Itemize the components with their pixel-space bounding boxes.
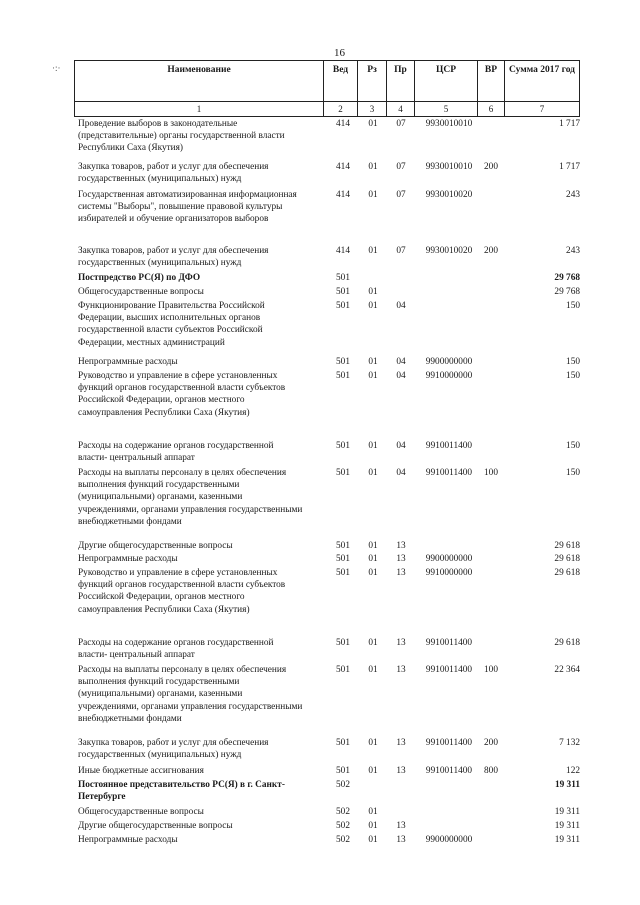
row-name: Расходы на содержание органов государственной власти- центральный аппарат: [78, 441, 274, 464]
row-pr: 07: [396, 246, 406, 256]
header-num-3: 3: [358, 102, 387, 117]
row-vr: 200: [484, 738, 498, 748]
row-csr: 9910011400: [425, 738, 473, 748]
row-csr: 9910000000: [425, 371, 473, 381]
row-ved: 501: [336, 541, 350, 551]
row-ved: 501: [336, 287, 350, 297]
row-sum: 19 311: [554, 821, 580, 831]
row-sum: 29 618: [554, 541, 580, 551]
row-csr: 9930010020: [425, 190, 473, 200]
row-name: Расходы на выплаты персоналу в целях обеспечения выполнения функций государственными (муниципальными) органами, казенными учреждениями, органами управления государственными внебюджетными фондами: [78, 665, 303, 724]
row-pr: 07: [396, 119, 406, 129]
row-sum: 150: [566, 357, 580, 367]
row-name: Непрограммные расходы: [78, 554, 178, 564]
header-rz: Рз: [358, 61, 387, 102]
row-ved: 414: [336, 119, 350, 129]
row-pr: 13: [396, 554, 406, 564]
row-ved: 501: [336, 357, 350, 367]
row-name: Другие общегосударственные вопросы: [78, 821, 233, 831]
row-ved: 501: [336, 738, 350, 748]
row-pr: 13: [396, 568, 406, 578]
row-rz: 01: [368, 371, 378, 381]
row-csr: 9910011400: [425, 468, 473, 478]
row-sum: 150: [566, 301, 580, 311]
header-name: Наименование: [75, 61, 324, 102]
row-sum: 150: [566, 371, 580, 381]
row-sum: 19 311: [554, 807, 580, 817]
row-sum: 29 768: [554, 287, 580, 297]
row-csr: 9910011400: [425, 766, 473, 776]
row-ved: 502: [336, 835, 350, 845]
row-name: Руководство и управление в сфере установленных функций органов государственной власти субъектов Российской Федерации, органов местного самоуправления Республики Саха (Якутия): [78, 371, 286, 418]
row-pr: 13: [396, 821, 406, 831]
row-sum: 29 618: [554, 568, 580, 578]
row-vr: 100: [484, 665, 498, 675]
row-rz: 01: [368, 554, 378, 564]
row-csr: 9930010010: [425, 119, 473, 129]
row-pr: 04: [396, 357, 406, 367]
row-name: Закупка товаров, работ и услуг для обеспечения государственных (муниципальных) нужд: [78, 162, 269, 185]
row-ved: 501: [336, 665, 350, 675]
row-name: Непрограммные расходы: [78, 357, 178, 367]
row-pr: 04: [396, 371, 406, 381]
row-rz: 01: [368, 301, 378, 311]
page-number: 16: [334, 47, 345, 59]
row-rz: 01: [368, 665, 378, 675]
row-csr: 9910000000: [425, 568, 473, 578]
row-rz: 01: [368, 162, 378, 172]
row-csr: 9900000000: [425, 357, 473, 367]
row-sum: 150: [566, 468, 580, 478]
row-vr: 200: [484, 246, 498, 256]
row-name: Функционирование Правительства Российской Федерации, высших исполнительных органов государственной власти субъектов Российской Федерации, местных администраций: [78, 301, 265, 348]
row-sum: 243: [566, 190, 580, 200]
row-ved: 414: [336, 162, 350, 172]
row-rz: 01: [368, 541, 378, 551]
row-ved: 501: [336, 273, 350, 283]
row-sum: 29 768: [554, 273, 580, 283]
row-sum: 29 618: [554, 638, 580, 648]
row-rz: 01: [368, 568, 378, 578]
row-name: Закупка товаров, работ и услуг для обеспечения государственных (муниципальных) нужд: [78, 246, 269, 269]
header-num-2: 2: [324, 102, 358, 117]
header-num-4: 4: [387, 102, 415, 117]
row-rz: 01: [368, 357, 378, 367]
header-ved: Вед: [324, 61, 358, 102]
row-csr: 9900000000: [425, 835, 473, 845]
row-ved: 501: [336, 568, 350, 578]
row-name: Непрограммные расходы: [78, 835, 178, 845]
row-csr: 9910011400: [425, 441, 473, 451]
row-rz: 01: [368, 821, 378, 831]
row-pr: 13: [396, 738, 406, 748]
row-sum: 22 364: [554, 665, 580, 675]
header-num-5: 5: [415, 102, 478, 117]
margin-mark: ·:·: [52, 63, 61, 73]
row-sum: 1 717: [559, 119, 580, 129]
row-vr: 200: [484, 162, 498, 172]
row-sum: 19 311: [554, 780, 580, 790]
row-pr: 13: [396, 638, 406, 648]
row-rz: 01: [368, 766, 378, 776]
row-pr: 07: [396, 190, 406, 200]
row-rz: 01: [368, 468, 378, 478]
header-num-7: 7: [505, 102, 580, 117]
row-pr: 04: [396, 468, 406, 478]
row-vr: 800: [484, 766, 498, 776]
row-rz: 01: [368, 638, 378, 648]
row-pr: 13: [396, 766, 406, 776]
row-ved: 414: [336, 190, 350, 200]
row-pr: 04: [396, 301, 406, 311]
row-name: Государственная автоматизированная информационная системы "Выборы", повышение правовой культуры избирателей и обучение организаторов выборов: [78, 190, 297, 225]
row-ved: 501: [336, 371, 350, 381]
row-name: Закупка товаров, работ и услуг для обеспечения государственных (муниципальных) нужд: [78, 738, 269, 761]
row-rz: 01: [368, 835, 378, 845]
row-ved: 501: [336, 301, 350, 311]
row-csr: 9900000000: [425, 554, 473, 564]
row-ved: 502: [336, 821, 350, 831]
row-sum: 1 717: [559, 162, 580, 172]
row-rz: 01: [368, 190, 378, 200]
row-sum: 29 618: [554, 554, 580, 564]
header-sum: Сумма 2017 год: [505, 61, 580, 102]
row-ved: 501: [336, 638, 350, 648]
header-pr: Пр: [387, 61, 415, 102]
row-rz: 01: [368, 738, 378, 748]
row-vr: 100: [484, 468, 498, 478]
row-sum: 122: [566, 766, 580, 776]
row-ved: 414: [336, 246, 350, 256]
row-sum: 243: [566, 246, 580, 256]
row-ved: 501: [336, 554, 350, 564]
row-name: Проведение выборов в законодательные (представительные) органы государственной власти Республики Саха (Якутия): [78, 119, 285, 154]
row-ved: 502: [336, 807, 350, 817]
row-csr: 9910011400: [425, 665, 473, 675]
row-sum: 150: [566, 441, 580, 451]
row-csr: 9910011400: [425, 638, 473, 648]
row-ved: 502: [336, 780, 350, 790]
row-pr: 13: [396, 665, 406, 675]
row-ved: 501: [336, 468, 350, 478]
row-ved: 501: [336, 766, 350, 776]
row-rz: 01: [368, 119, 378, 129]
row-sum: 7 132: [559, 738, 580, 748]
row-name: Постоянное представительство РС(Я) в г. Санкт- Петербурге: [78, 780, 285, 803]
row-sum: 19 311: [554, 835, 580, 845]
row-csr: 9930010020: [425, 246, 473, 256]
row-rz: 01: [368, 287, 378, 297]
header-num-1: 1: [75, 102, 324, 117]
header-num-6: 6: [478, 102, 505, 117]
row-csr: 9930010010: [425, 162, 473, 172]
row-name: Руководство и управление в сфере установленных функций органов государственной власти субъектов Российской Федерации, органов местного самоуправления Республики Саха (Якутия): [78, 568, 286, 615]
header-csr: ЦСР: [415, 61, 478, 102]
row-rz: 01: [368, 441, 378, 451]
row-name: Общегосударственные вопросы: [78, 807, 204, 817]
row-pr: 13: [396, 541, 406, 551]
row-pr: 13: [396, 835, 406, 845]
row-name: Иные бюджетные ассигнования: [78, 766, 204, 776]
row-name: Расходы на содержание органов государственной власти- центральный аппарат: [78, 638, 274, 661]
row-name: Постпредство РС(Я) по ДФО: [78, 273, 201, 283]
row-name: Общегосударственные вопросы: [78, 287, 204, 297]
header-vr: ВР: [478, 61, 505, 102]
row-rz: 01: [368, 807, 378, 817]
row-rz: 01: [368, 246, 378, 256]
row-pr: 07: [396, 162, 406, 172]
row-name: Другие общегосударственные вопросы: [78, 541, 233, 551]
row-ved: 501: [336, 441, 350, 451]
row-name: Расходы на выплаты персоналу в целях обеспечения выполнения функций государственными (муниципальными) органами, казенными учреждениями, органами управления государственными внебюджетными фондами: [78, 468, 303, 527]
row-pr: 04: [396, 441, 406, 451]
